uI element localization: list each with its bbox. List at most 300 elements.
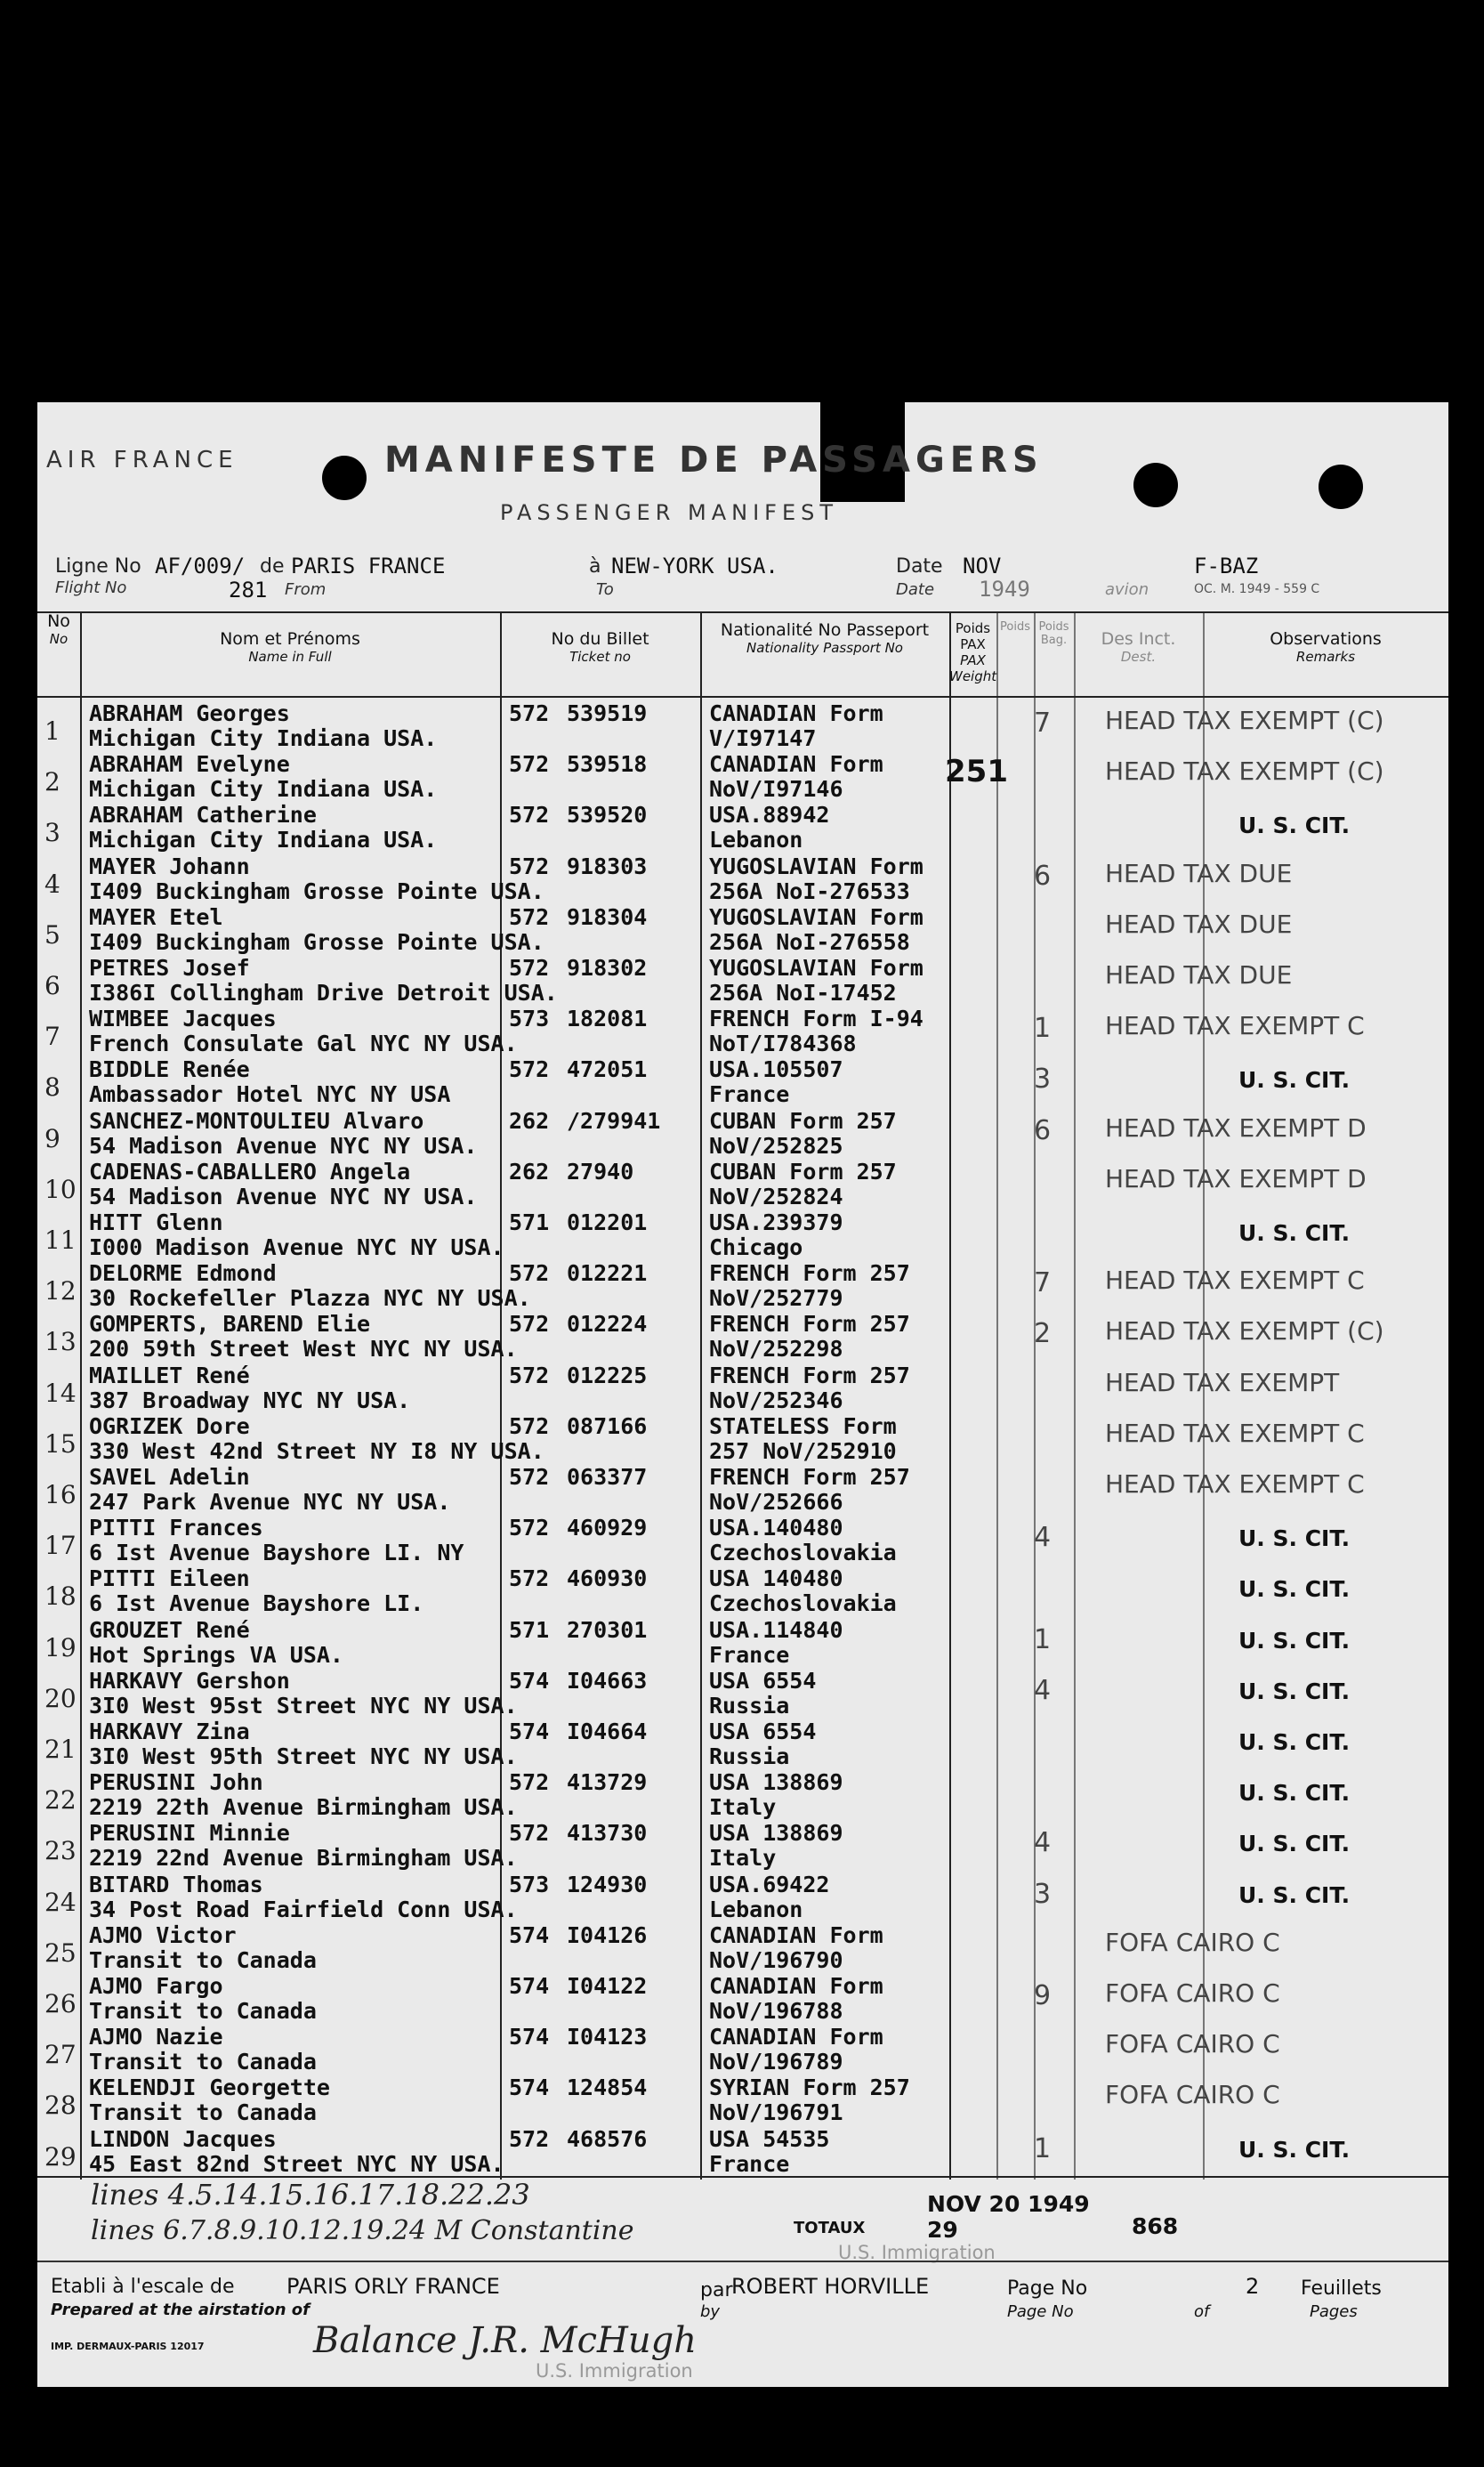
- remarks-stamp: U. S. CIT.: [1238, 813, 1351, 839]
- passenger-address: 387 Broadway NYC NY USA.: [89, 1387, 411, 1413]
- passenger-address: Transit to Canada: [89, 1946, 317, 1973]
- remarks-stamp: FOFA CAIRO C: [1105, 2029, 1280, 2059]
- remarks-stamp: U. S. CIT.: [1238, 1067, 1351, 1094]
- nationality: USA.105507: [709, 1056, 843, 1083]
- nationality: USA.239379: [709, 1209, 843, 1235]
- ticket-number: 539519: [567, 700, 648, 726]
- remarks-stamp: HEAD TAX EXEMPT D: [1105, 1112, 1367, 1143]
- row-number: 27: [44, 2040, 77, 2070]
- to-value: NEW-YORK USA.: [611, 554, 778, 578]
- ticket-number: I04122: [567, 1973, 648, 1999]
- ticket-number: 539518: [567, 751, 648, 778]
- passport-number: Lebanon: [709, 827, 803, 853]
- nationality: FRENCH Form 257: [709, 1260, 910, 1287]
- passenger-address: 45 East 82nd Street NYC NY USA.: [89, 2150, 504, 2177]
- manifest-footer: [37, 2178, 1448, 2387]
- ticket-prefix: 572: [509, 1056, 550, 1083]
- nationality: USA 138869: [709, 1820, 843, 1847]
- page-sub-label: Page No: [1007, 2302, 1074, 2321]
- ticket-number: 012201: [567, 1209, 648, 1235]
- ticket-number: 124930: [567, 1871, 648, 1897]
- pages-label: Pages: [1310, 2302, 1358, 2321]
- baggage-count: 3: [1034, 1064, 1052, 1096]
- totals-stamp-date: NOV 20 1949: [927, 2191, 1090, 2217]
- sheets-value: 2: [1246, 2274, 1260, 2299]
- passenger-name: PITTI Frances: [89, 1515, 263, 1541]
- remarks-stamp: U. S. CIT.: [1238, 1627, 1351, 1654]
- airstation-value: PARIS ORLY FRANCE: [286, 2274, 500, 2299]
- page-label: Page No: [1007, 2277, 1088, 2300]
- passenger-address: 30 Rockefeller Plazza NYC NY USA.: [89, 1285, 531, 1312]
- year-value: 1949: [979, 577, 1030, 602]
- nationality: SYRIAN Form 257: [709, 2075, 910, 2101]
- ticket-number: 918302: [567, 955, 648, 981]
- passenger-name: SANCHEZ-MONTOULIEU Alvaro: [89, 1107, 424, 1134]
- aircraft-label: avion: [1105, 580, 1149, 599]
- ticket-number: I04663: [567, 1667, 648, 1694]
- ticket-prefix: 572: [509, 1362, 550, 1388]
- to-label: To: [596, 580, 614, 599]
- ticket-prefix: 573: [509, 1006, 550, 1032]
- ticket-prefix: 574: [509, 1719, 550, 1744]
- passport-number: 256A NoI-276558: [709, 928, 910, 955]
- baggage-count: 3: [1034, 1878, 1052, 1910]
- nationality: USA.69422: [709, 1871, 830, 1897]
- passenger-name: PITTI Eileen: [89, 1565, 250, 1592]
- ticket-prefix: 572: [509, 1464, 550, 1490]
- nationality: CUBAN Form 257: [709, 1107, 897, 1134]
- ticket-number: 012224: [567, 1311, 648, 1338]
- passport-number: NoV/252666: [709, 1489, 843, 1515]
- ticket-prefix: 572: [509, 802, 550, 829]
- passenger-name: MAYER Johann: [89, 853, 250, 879]
- passenger-name: BIDDLE Renée: [89, 1056, 250, 1083]
- passenger-address: Transit to Canada: [89, 2099, 317, 2126]
- from-label: From: [285, 580, 327, 599]
- remarks-stamp: U. S. CIT.: [1238, 1678, 1351, 1704]
- remarks-stamp: U. S. CIT.: [1238, 1881, 1351, 1908]
- passenger-name: ABRAHAM Georges: [89, 700, 290, 726]
- de-label: de: [260, 555, 285, 578]
- passport-number: NoV/252824: [709, 1183, 843, 1209]
- remarks-stamp: HEAD TAX EXEMPT D: [1105, 1163, 1367, 1193]
- passenger-address: 200 59th Street West NYC NY USA.: [89, 1336, 518, 1363]
- passenger-address: I409 Buckingham Grosse Pointe USA.: [89, 878, 544, 904]
- ticket-prefix: 262: [509, 1158, 550, 1185]
- passport-number: France: [709, 1641, 790, 1668]
- passenger-name: GOMPERTS, BAREND Elie: [89, 1311, 371, 1338]
- row-number: 10: [44, 1174, 77, 1204]
- ticket-number: I04664: [567, 1719, 648, 1744]
- passenger-address: Ambassador Hotel NYC NY USA: [89, 1081, 451, 1108]
- row-number: 26: [44, 1989, 77, 2018]
- ticket-prefix: 571: [509, 1209, 550, 1235]
- handwritten-note-1: lines 4.5.14.15.16.17.18.22.23: [91, 2178, 530, 2212]
- row-number: 2: [44, 767, 60, 797]
- row-number: 8: [44, 1072, 60, 1103]
- col-remarks-header: Observations Remarks: [1270, 629, 1382, 665]
- remarks-stamp: U. S. CIT.: [1238, 2136, 1351, 2163]
- passenger-address: I386I Collingham Drive Detroit USA.: [89, 980, 558, 1006]
- row-number: 18: [44, 1581, 77, 1612]
- passenger-address: I409 Buckingham Grosse Pointe USA.: [89, 928, 544, 955]
- ticket-prefix: 572: [509, 2125, 550, 2152]
- row-number: 1: [44, 716, 60, 746]
- baggage-count: 6: [1034, 860, 1052, 892]
- col-bag2-header: Poids Bag.: [1038, 620, 1069, 647]
- passenger-name: MAYER Etel: [89, 903, 223, 930]
- passenger-name: HARKAVY Gershon: [89, 1667, 290, 1694]
- row-number: 25: [44, 1937, 77, 1968]
- remarks-stamp: FOFA CAIRO C: [1105, 2080, 1280, 2110]
- punch-hole: [1133, 463, 1178, 507]
- ticket-number: 413730: [567, 1820, 648, 1847]
- ticket-number: 063377: [567, 1464, 648, 1490]
- from-value: PARIS FRANCE: [291, 554, 446, 578]
- passenger-name: GROUZET René: [89, 1616, 250, 1643]
- manifest-subtitle: PASSENGER MANIFEST: [500, 500, 839, 525]
- line-label: Ligne No: [55, 555, 141, 578]
- passenger-address: 2219 22th Avenue Birmingham USA.: [89, 1794, 518, 1821]
- nationality: FRENCH Form I-94: [709, 1006, 923, 1032]
- totals-sum: 868: [1132, 2213, 1179, 2239]
- ticket-prefix: 572: [509, 955, 550, 981]
- remarks-stamp: HEAD TAX EXEMPT C: [1105, 1469, 1365, 1499]
- totals-label: TOTAUX: [794, 2219, 866, 2237]
- nationality: FRENCH Form 257: [709, 1362, 910, 1388]
- baggage-count: 1: [1034, 2132, 1052, 2164]
- ticket-number: 012225: [567, 1362, 648, 1388]
- baggage-count: 6: [1034, 1114, 1052, 1146]
- remarks-stamp: HEAD TAX EXEMPT (C): [1105, 706, 1384, 735]
- remarks-stamp: FOFA CAIRO C: [1105, 1978, 1280, 2008]
- col-ticket-header: No du Billet Ticket no: [551, 629, 649, 665]
- passport-number: NoV/196788: [709, 1998, 843, 2024]
- a-label: à: [589, 555, 601, 578]
- passenger-name: WIMBEE Jacques: [89, 1006, 277, 1032]
- established-label: Etabli à l'escale de: [51, 2276, 235, 2298]
- date-value: NOV: [963, 554, 1002, 578]
- par-label: par: [700, 2279, 733, 2301]
- passenger-name: AJMO Nazie: [89, 2024, 223, 2050]
- row-number: 6: [44, 971, 60, 1000]
- passport-number: 257 NoV/252910: [709, 1437, 897, 1464]
- passport-number: France: [709, 2150, 790, 2177]
- row-number: 11: [44, 1225, 77, 1255]
- flight-label: Flight No: [55, 578, 127, 597]
- remarks-stamp: U. S. CIT.: [1238, 1831, 1351, 1857]
- passenger-name: ABRAHAM Evelyne: [89, 751, 290, 778]
- row-number: 12: [44, 1276, 77, 1306]
- remarks-stamp: U. S. CIT.: [1238, 1525, 1351, 1552]
- remarks-stamp: HEAD TAX EXEMPT C: [1105, 1418, 1365, 1448]
- ticket-prefix: 572: [509, 1260, 550, 1287]
- ticket-prefix: 572: [509, 1565, 550, 1592]
- nationality: STATELESS Form: [709, 1412, 897, 1439]
- ticket-number: 918304: [567, 903, 648, 930]
- passport-number: Russia: [709, 1743, 790, 1769]
- passenger-name: PERUSINI John: [89, 1769, 263, 1796]
- passport-number: NoV/196791: [709, 2099, 843, 2126]
- remarks-stamp: U. S. CIT.: [1238, 1780, 1351, 1807]
- row-number: 16: [44, 1480, 77, 1509]
- passenger-name: BITARD Thomas: [89, 1871, 263, 1897]
- ticket-number: I04126: [567, 1921, 648, 1948]
- row-number: 15: [44, 1428, 77, 1459]
- aircraft-value: F-BAZ: [1194, 554, 1259, 578]
- passport-number: NoV/252298: [709, 1336, 843, 1363]
- col-bag1-header: Poids: [1000, 620, 1030, 634]
- passenger-name: HITT Glenn: [89, 1209, 223, 1235]
- baggage-count: 2: [1034, 1318, 1052, 1350]
- passenger-name: CADENAS-CABALLERO Angela: [89, 1158, 411, 1185]
- nationality: USA 138869: [709, 1769, 843, 1796]
- ticket-number: 012221: [567, 1260, 648, 1287]
- manifest-sheet: [37, 402, 1448, 2387]
- ticket-prefix: 572: [509, 853, 550, 879]
- passenger-name: AJMO Victor: [89, 1921, 237, 1948]
- row-number: 20: [44, 1683, 77, 1713]
- passenger-name: KELENDJI Georgette: [89, 2075, 330, 2101]
- signature: Balance J.R. McHugh: [313, 2320, 697, 2361]
- nationality: USA.88942: [709, 802, 830, 829]
- passport-number: Lebanon: [709, 1896, 803, 1922]
- passenger-address: 54 Madison Avenue NYC NY USA.: [89, 1132, 478, 1159]
- ticket-prefix: 572: [509, 1515, 550, 1541]
- passenger-address: 6 Ist Avenue Bayshore LI.: [89, 1590, 424, 1617]
- passport-number: NoV/252779: [709, 1285, 843, 1312]
- passenger-address: Michigan City Indiana USA.: [89, 827, 438, 853]
- nationality: USA 6554: [709, 1719, 817, 1744]
- aircraft-note: OC. M. 1949 - 559 C: [1194, 582, 1320, 596]
- passenger-table: [37, 611, 1448, 2180]
- col-number-header: No No: [47, 611, 70, 647]
- line-value: AF/009/: [155, 554, 246, 578]
- row-number: 28: [44, 2091, 77, 2121]
- row-number: 5: [44, 919, 60, 950]
- remarks-stamp: HEAD TAX EXEMPT (C): [1105, 756, 1384, 787]
- handwritten-note-2: lines 6.7.8.9.10.12.19.24 M Constantine: [91, 2215, 634, 2246]
- passport-number: NoT/I784368: [709, 1031, 857, 1057]
- nationality: CANADIAN Form: [709, 1973, 883, 1999]
- passport-number: 256A NoI-17452: [709, 980, 897, 1006]
- ticket-number: I04123: [567, 2024, 648, 2050]
- passenger-address: 3I0 West 95st Street NYC NY USA.: [89, 1692, 518, 1719]
- passenger-address: 34 Post Road Fairfield Conn USA.: [89, 1896, 518, 1922]
- of-label: of: [1194, 2302, 1210, 2321]
- nationality: FRENCH Form 257: [709, 1311, 910, 1338]
- punch-hole: [1319, 465, 1363, 509]
- passenger-address: 6 Ist Avenue Bayshore LI. NY: [89, 1540, 464, 1566]
- row-number: 13: [44, 1327, 77, 1357]
- remarks-stamp: HEAD TAX EXEMPT (C): [1105, 1316, 1384, 1347]
- row-number: 14: [44, 1378, 77, 1408]
- ticket-prefix: 574: [509, 1667, 550, 1694]
- remarks-stamp: HEAD TAX EXEMPT C: [1105, 1266, 1365, 1296]
- passenger-address: 247 Park Avenue NYC NY USA.: [89, 1489, 451, 1515]
- passenger-name: ABRAHAM Catherine: [89, 802, 317, 829]
- ticket-prefix: 572: [509, 1769, 550, 1796]
- passport-number: Czechoslovakia: [709, 1540, 897, 1566]
- ticket-number: /279941: [567, 1107, 661, 1134]
- passenger-address: Hot Springs VA USA.: [89, 1641, 343, 1668]
- remarks-stamp: HEAD TAX DUE: [1105, 858, 1293, 888]
- passport-number: Italy: [709, 1845, 777, 1872]
- passenger-address: Michigan City Indiana USA.: [89, 725, 438, 751]
- ticket-number: 124854: [567, 2075, 648, 2101]
- row-number: 19: [44, 1632, 77, 1662]
- ticket-number: 918303: [567, 853, 648, 879]
- ticket-number: 087166: [567, 1412, 648, 1439]
- ticket-prefix: 574: [509, 2075, 550, 2101]
- nationality: USA.140480: [709, 1515, 843, 1541]
- nationality: YUGOSLAVIAN Form: [709, 853, 923, 879]
- by-label: by: [700, 2302, 721, 2321]
- passenger-address: Transit to Canada: [89, 1998, 317, 2024]
- remarks-stamp: HEAD TAX EXEMPT: [1105, 1367, 1340, 1397]
- passport-number: 256A NoI-276533: [709, 878, 910, 904]
- ticket-number: 270301: [567, 1616, 648, 1643]
- passenger-name: DELORME Edmond: [89, 1260, 277, 1287]
- passport-number: Italy: [709, 1794, 777, 1821]
- ticket-prefix: 572: [509, 1820, 550, 1847]
- remarks-stamp: U. S. CIT.: [1238, 1729, 1351, 1755]
- remarks-stamp: HEAD TAX DUE: [1105, 960, 1293, 990]
- baggage-count: 4: [1034, 1827, 1052, 1859]
- remarks-stamp: HEAD TAX EXEMPT C: [1105, 1011, 1365, 1041]
- ticket-number: 472051: [567, 1056, 648, 1083]
- passenger-address: 330 West 42nd Street NY I8 NY USA.: [89, 1437, 544, 1464]
- nationality: USA 6554: [709, 1667, 817, 1694]
- date-sub-label: Date: [896, 580, 935, 599]
- totals-count: 29: [927, 2217, 958, 2243]
- ticket-prefix: 574: [509, 2024, 550, 2050]
- row-number: 7: [44, 1022, 60, 1052]
- nationality: USA.114840: [709, 1616, 843, 1643]
- ticket-number: 27940: [567, 1158, 634, 1185]
- passenger-name: PETRES Josef: [89, 955, 250, 981]
- immigration-watermark: U.S. Immigration: [838, 2242, 996, 2263]
- passport-number: Chicago: [709, 1234, 803, 1260]
- ticket-prefix: 571: [509, 1616, 550, 1643]
- ticket-prefix: 573: [509, 1871, 550, 1897]
- air-france-logo: AIR FRANCE: [46, 447, 238, 473]
- row-number: 17: [44, 1531, 77, 1561]
- passenger-address: Michigan City Indiana USA.: [89, 776, 438, 803]
- passenger-address: Transit to Canada: [89, 2049, 317, 2075]
- nationality: YUGOSLAVIAN Form: [709, 955, 923, 981]
- nationality: USA 140480: [709, 1565, 843, 1592]
- baggage-count: 4: [1034, 1522, 1052, 1554]
- ticket-prefix: 572: [509, 1311, 550, 1338]
- passport-number: NoV/I97146: [709, 776, 843, 803]
- date-label: Date: [896, 555, 943, 578]
- ticket-prefix: 574: [509, 1921, 550, 1948]
- nationality: FRENCH Form 257: [709, 1464, 910, 1490]
- passport-number: Czechoslovakia: [709, 1590, 897, 1617]
- ticket-number: 468576: [567, 2125, 648, 2152]
- row-number: 24: [44, 1887, 77, 1917]
- ticket-prefix: 572: [509, 700, 550, 726]
- passenger-name: MAILLET René: [89, 1362, 250, 1388]
- remarks-stamp: U. S. CIT.: [1238, 1576, 1351, 1603]
- ticket-number: 460929: [567, 1515, 648, 1541]
- baggage-count: 7: [1034, 708, 1052, 739]
- ticket-prefix: 262: [509, 1107, 550, 1134]
- feuillets-label: Feuillets: [1301, 2277, 1382, 2300]
- passenger-address: French Consulate Gal NYC NY USA.: [89, 1031, 518, 1057]
- handwritten-count: 251: [945, 754, 1008, 789]
- by-value: ROBERT HORVILLE: [731, 2274, 930, 2299]
- flight-value: 281: [229, 578, 268, 603]
- baggage-count: 4: [1034, 1674, 1052, 1706]
- passenger-name: SAVEL Adelin: [89, 1464, 250, 1490]
- nationality: CANADIAN Form: [709, 2024, 883, 2050]
- ticket-number: 182081: [567, 1006, 648, 1032]
- col-dest-header: Des Inct. Dest.: [1101, 629, 1176, 665]
- passport-number: France: [709, 1081, 790, 1108]
- remarks-stamp: HEAD TAX DUE: [1105, 909, 1293, 939]
- col-name-header: Nom et Prénoms Name in Full: [220, 629, 360, 665]
- row-number: 9: [44, 1123, 60, 1153]
- nationality: CUBAN Form 257: [709, 1158, 897, 1185]
- passenger-address: 3I0 West 95th Street NYC NY USA.: [89, 1743, 518, 1769]
- passenger-address: 54 Madison Avenue NYC NY USA.: [89, 1183, 478, 1209]
- passport-number: V/I97147: [709, 725, 817, 751]
- col-weight-header: Poids PAX PAX Weight: [949, 620, 997, 684]
- row-number: 22: [44, 1785, 77, 1816]
- baggage-count: 1: [1034, 1013, 1052, 1045]
- nationality: CANADIAN Form: [709, 700, 883, 726]
- row-number: 29: [44, 2141, 77, 2172]
- immigration-watermark: U.S. Immigration: [536, 2360, 693, 2382]
- passport-number: Russia: [709, 1692, 790, 1719]
- ticket-number: 460930: [567, 1565, 648, 1592]
- row-number: 21: [44, 1735, 77, 1764]
- passenger-name: AJMO Fargo: [89, 1973, 223, 1999]
- nationality: CANADIAN Form: [709, 751, 883, 778]
- passenger-name: HARKAVY Zina: [89, 1719, 250, 1744]
- passenger-name: PERUSINI Minnie: [89, 1820, 290, 1847]
- row-number: 3: [44, 818, 60, 848]
- ticket-prefix: 572: [509, 751, 550, 778]
- passport-number: NoV/252825: [709, 1132, 843, 1159]
- prepared-label: Prepared at the airstation of: [51, 2301, 310, 2319]
- printer-imprint: IMP. DERMAUX-PARIS 12017: [51, 2341, 205, 2352]
- ticket-prefix: 572: [509, 1412, 550, 1439]
- ticket-prefix: 574: [509, 1973, 550, 1999]
- ticket-number: 413729: [567, 1769, 648, 1796]
- row-number: 4: [44, 869, 60, 899]
- nationality: YUGOSLAVIAN Form: [709, 903, 923, 930]
- passport-number: NoV/196790: [709, 1946, 843, 1973]
- baggage-count: 1: [1034, 1623, 1052, 1655]
- passenger-name: OGRIZEK Dore: [89, 1412, 250, 1439]
- remarks-stamp: U. S. CIT.: [1238, 1220, 1351, 1246]
- row-number: 23: [44, 1836, 77, 1866]
- baggage-count: 7: [1034, 1267, 1052, 1299]
- ticket-number: 539520: [567, 802, 648, 829]
- passenger-address: I000 Madison Avenue NYC NY USA.: [89, 1234, 504, 1260]
- passport-number: NoV/196789: [709, 2049, 843, 2075]
- remarks-stamp: FOFA CAIRO C: [1105, 1927, 1280, 1957]
- baggage-count: 9: [1034, 1980, 1052, 2011]
- manifest-title: MANIFESTE DE PASSAGERS: [384, 440, 1044, 481]
- nationality: USA 54535: [709, 2125, 830, 2152]
- col-nationality-header: Nationalité No Passeport Nationality Passport No: [720, 620, 930, 656]
- passenger-name: LINDON Jacques: [89, 2125, 277, 2152]
- ticket-prefix: 572: [509, 903, 550, 930]
